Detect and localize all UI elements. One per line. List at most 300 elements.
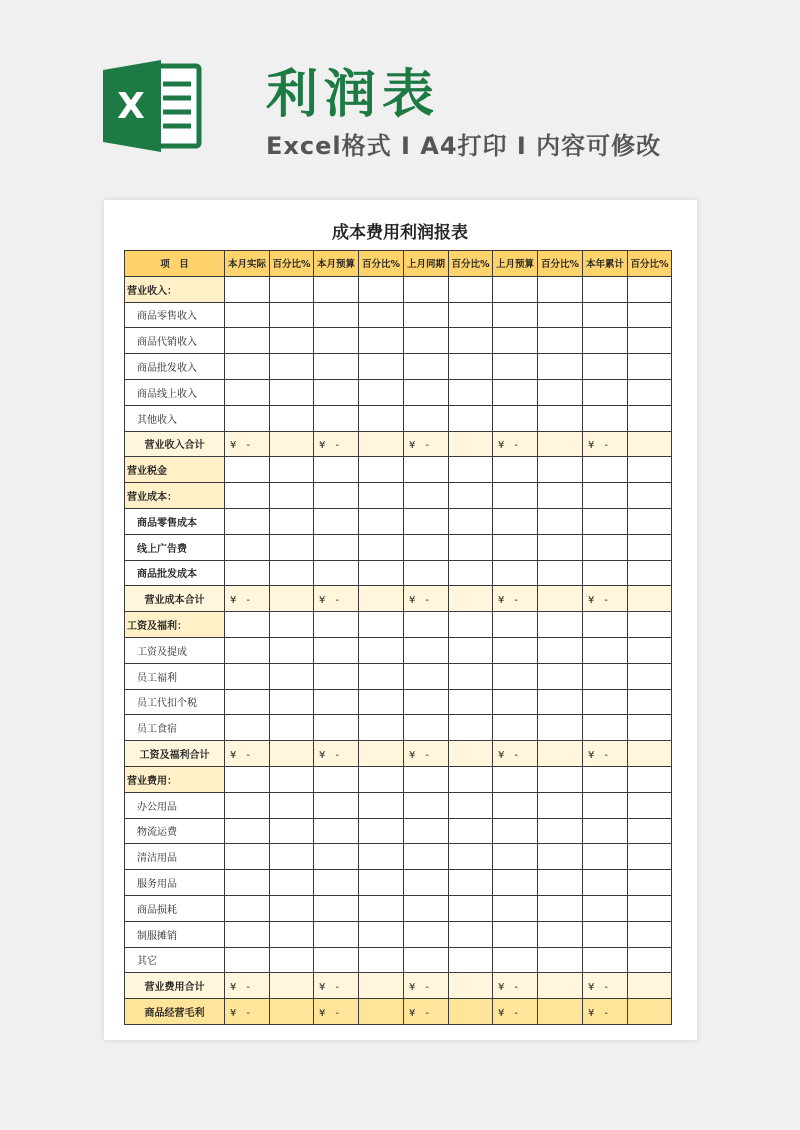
table-cell[interactable] xyxy=(270,354,314,380)
table-cell[interactable] xyxy=(493,792,538,818)
table-cell[interactable] xyxy=(359,663,404,689)
table-cell[interactable] xyxy=(449,483,493,509)
table-cell[interactable] xyxy=(270,844,314,870)
table-cell[interactable] xyxy=(404,663,449,689)
table-cell[interactable] xyxy=(449,405,493,431)
table-cell[interactable] xyxy=(225,560,270,586)
table-cell[interactable] xyxy=(359,999,404,1025)
currency-cell[interactable]: ¥ - xyxy=(404,999,449,1025)
table-cell[interactable] xyxy=(359,328,404,354)
table-cell[interactable] xyxy=(225,689,270,715)
table-cell[interactable] xyxy=(404,844,449,870)
table-cell[interactable] xyxy=(404,870,449,896)
table-cell[interactable] xyxy=(314,508,359,534)
table-cell[interactable] xyxy=(538,379,583,405)
table-cell[interactable] xyxy=(449,792,493,818)
table-cell[interactable] xyxy=(538,302,583,328)
table-cell[interactable] xyxy=(493,302,538,328)
table-row xyxy=(125,973,672,999)
table-cell[interactable] xyxy=(628,844,672,870)
table-cell[interactable] xyxy=(583,766,628,792)
table-cell[interactable] xyxy=(449,637,493,663)
table-cell[interactable] xyxy=(404,560,449,586)
table-cell[interactable] xyxy=(449,534,493,560)
table-cell[interactable] xyxy=(225,457,270,483)
table-cell[interactable] xyxy=(493,328,538,354)
currency-cell[interactable]: ¥ - xyxy=(314,999,359,1025)
table-cell[interactable] xyxy=(628,354,672,380)
table-cell[interactable] xyxy=(538,973,583,999)
column-header: 本年累计 xyxy=(583,251,628,277)
table-cell[interactable] xyxy=(270,637,314,663)
table-cell[interactable] xyxy=(583,405,628,431)
currency-cell[interactable]: ¥ - xyxy=(225,973,270,999)
table-cell[interactable] xyxy=(270,818,314,844)
table-cell[interactable] xyxy=(404,508,449,534)
table-cell[interactable] xyxy=(493,689,538,715)
table-cell[interactable] xyxy=(404,689,449,715)
table-cell[interactable] xyxy=(270,508,314,534)
table-cell[interactable] xyxy=(583,560,628,586)
table-cell[interactable] xyxy=(359,844,404,870)
table-cell[interactable] xyxy=(270,483,314,509)
table-cell[interactable] xyxy=(359,302,404,328)
table-cell[interactable] xyxy=(493,534,538,560)
table-cell[interactable] xyxy=(628,560,672,586)
table-cell[interactable] xyxy=(583,508,628,534)
table-cell[interactable] xyxy=(583,663,628,689)
table-cell[interactable] xyxy=(628,741,672,767)
table-cell[interactable] xyxy=(314,560,359,586)
column-header: 本月实际 xyxy=(225,251,270,277)
table-cell[interactable] xyxy=(225,405,270,431)
table-cell[interactable] xyxy=(493,612,538,638)
table-cell[interactable] xyxy=(314,870,359,896)
table-cell[interactable] xyxy=(270,792,314,818)
table-cell[interactable] xyxy=(493,354,538,380)
table-cell[interactable] xyxy=(359,560,404,586)
table-cell[interactable] xyxy=(314,328,359,354)
table-cell[interactable] xyxy=(449,354,493,380)
table-cell[interactable] xyxy=(628,379,672,405)
table-cell[interactable] xyxy=(270,534,314,560)
table-cell[interactable] xyxy=(538,741,583,767)
table-cell[interactable] xyxy=(538,792,583,818)
table-cell[interactable] xyxy=(270,921,314,947)
table-cell[interactable] xyxy=(449,612,493,638)
table-cell[interactable] xyxy=(583,895,628,921)
table-cell[interactable] xyxy=(359,354,404,380)
table-cell[interactable] xyxy=(270,328,314,354)
table-cell[interactable] xyxy=(404,895,449,921)
table-cell[interactable] xyxy=(628,483,672,509)
table-cell[interactable] xyxy=(359,483,404,509)
table-cell[interactable] xyxy=(270,405,314,431)
table-cell[interactable] xyxy=(628,508,672,534)
table-cell[interactable] xyxy=(314,483,359,509)
currency-cell[interactable]: ¥ - xyxy=(404,973,449,999)
currency-cell[interactable]: ¥ - xyxy=(583,999,628,1025)
table-cell[interactable] xyxy=(225,895,270,921)
table-cell[interactable] xyxy=(359,921,404,947)
table-cell[interactable] xyxy=(628,637,672,663)
table-cell[interactable] xyxy=(449,895,493,921)
table-cell[interactable] xyxy=(225,870,270,896)
table-cell[interactable] xyxy=(628,689,672,715)
currency-cell[interactable]: ¥ - xyxy=(404,586,449,612)
table-cell[interactable] xyxy=(404,457,449,483)
currency-cell[interactable]: ¥ - xyxy=(404,741,449,767)
table-cell[interactable] xyxy=(314,818,359,844)
table-cell[interactable] xyxy=(404,766,449,792)
table-cell[interactable] xyxy=(225,792,270,818)
table-cell[interactable] xyxy=(449,586,493,612)
table-cell[interactable] xyxy=(270,741,314,767)
table-cell[interactable] xyxy=(314,689,359,715)
row-label: 其它 xyxy=(125,947,225,973)
table-cell[interactable] xyxy=(359,637,404,663)
table-cell[interactable] xyxy=(583,276,628,302)
table-cell[interactable] xyxy=(628,895,672,921)
currency-cell[interactable]: ¥ - xyxy=(493,586,538,612)
table-cell[interactable] xyxy=(225,276,270,302)
table-cell[interactable] xyxy=(359,508,404,534)
table-cell[interactable] xyxy=(270,689,314,715)
table-cell[interactable] xyxy=(225,921,270,947)
table-cell[interactable] xyxy=(449,766,493,792)
table-cell[interactable] xyxy=(225,766,270,792)
table-cell[interactable] xyxy=(314,637,359,663)
table-cell[interactable] xyxy=(583,792,628,818)
currency-cell[interactable]: ¥ - xyxy=(314,741,359,767)
table-cell[interactable] xyxy=(583,302,628,328)
table-cell[interactable] xyxy=(270,895,314,921)
table-cell[interactable] xyxy=(493,818,538,844)
table-cell[interactable] xyxy=(314,276,359,302)
table-cell[interactable] xyxy=(628,612,672,638)
table-row xyxy=(125,354,672,380)
table-cell[interactable] xyxy=(449,741,493,767)
table-cell[interactable] xyxy=(493,870,538,896)
table-cell[interactable] xyxy=(493,508,538,534)
table-cell[interactable] xyxy=(493,483,538,509)
currency-cell[interactable]: ¥ - xyxy=(314,431,359,457)
table-cell[interactable] xyxy=(359,818,404,844)
currency-cell[interactable]: ¥ - xyxy=(493,999,538,1025)
table-cell[interactable] xyxy=(628,999,672,1025)
table-cell[interactable] xyxy=(538,431,583,457)
table-cell[interactable] xyxy=(449,663,493,689)
table-cell[interactable] xyxy=(225,715,270,741)
table-cell[interactable] xyxy=(628,276,672,302)
row-label: 营业费用： xyxy=(125,766,225,792)
table-cell[interactable] xyxy=(359,586,404,612)
table-cell[interactable] xyxy=(314,921,359,947)
table-cell[interactable] xyxy=(314,947,359,973)
table-cell[interactable] xyxy=(493,560,538,586)
table-cell[interactable] xyxy=(449,715,493,741)
table-cell[interactable] xyxy=(538,483,583,509)
currency-cell[interactable]: ¥ - xyxy=(583,741,628,767)
table-cell[interactable] xyxy=(493,276,538,302)
table-cell[interactable] xyxy=(449,328,493,354)
table-cell[interactable] xyxy=(404,637,449,663)
table-cell[interactable] xyxy=(583,818,628,844)
table-cell[interactable] xyxy=(583,379,628,405)
table-cell[interactable] xyxy=(538,999,583,1025)
table-cell[interactable] xyxy=(538,560,583,586)
table-cell[interactable] xyxy=(538,637,583,663)
table-cell[interactable] xyxy=(359,870,404,896)
table-cell[interactable] xyxy=(449,921,493,947)
table-cell[interactable] xyxy=(404,792,449,818)
table-cell[interactable] xyxy=(493,844,538,870)
table-cell[interactable] xyxy=(270,715,314,741)
table-cell[interactable] xyxy=(359,715,404,741)
currency-cell[interactable]: ¥ - xyxy=(225,999,270,1025)
table-cell[interactable] xyxy=(493,379,538,405)
table-cell[interactable] xyxy=(314,354,359,380)
table-cell[interactable] xyxy=(270,302,314,328)
table-cell[interactable] xyxy=(270,379,314,405)
table-cell[interactable] xyxy=(314,534,359,560)
row-label: 员工代扣个税 xyxy=(125,689,225,715)
table-cell[interactable] xyxy=(628,534,672,560)
currency-cell[interactable]: ¥ - xyxy=(493,973,538,999)
table-cell[interactable] xyxy=(493,921,538,947)
table-cell[interactable] xyxy=(583,637,628,663)
table-cell[interactable] xyxy=(314,766,359,792)
table-cell[interactable] xyxy=(449,431,493,457)
table-cell[interactable] xyxy=(538,457,583,483)
table-cell[interactable] xyxy=(225,947,270,973)
table-cell[interactable] xyxy=(225,508,270,534)
table-cell[interactable] xyxy=(538,947,583,973)
currency-cell[interactable]: ¥ - xyxy=(493,741,538,767)
table-cell[interactable] xyxy=(359,689,404,715)
table-cell[interactable] xyxy=(270,663,314,689)
table-cell[interactable] xyxy=(270,870,314,896)
currency-cell[interactable]: ¥ - xyxy=(583,586,628,612)
table-cell[interactable] xyxy=(628,818,672,844)
table-cell[interactable] xyxy=(583,612,628,638)
table-cell[interactable] xyxy=(314,302,359,328)
table-cell[interactable] xyxy=(404,947,449,973)
currency-cell[interactable]: ¥ - xyxy=(314,586,359,612)
table-cell[interactable] xyxy=(404,483,449,509)
table-cell[interactable] xyxy=(538,766,583,792)
table-cell[interactable] xyxy=(628,715,672,741)
table-cell[interactable] xyxy=(270,560,314,586)
table-cell[interactable] xyxy=(583,844,628,870)
currency-cell[interactable]: ¥ - xyxy=(314,973,359,999)
table-cell[interactable] xyxy=(225,379,270,405)
table-cell[interactable] xyxy=(449,508,493,534)
table-cell[interactable] xyxy=(538,328,583,354)
table-cell[interactable] xyxy=(538,844,583,870)
currency-cell[interactable]: ¥ - xyxy=(225,741,270,767)
table-cell[interactable] xyxy=(583,947,628,973)
table-cell[interactable] xyxy=(225,612,270,638)
table-cell[interactable] xyxy=(449,302,493,328)
table-cell[interactable] xyxy=(628,586,672,612)
table-cell[interactable] xyxy=(583,715,628,741)
table-cell[interactable] xyxy=(270,973,314,999)
table-cell[interactable] xyxy=(359,457,404,483)
table-cell[interactable] xyxy=(493,663,538,689)
table-cell[interactable] xyxy=(314,844,359,870)
table-cell[interactable] xyxy=(583,870,628,896)
table-cell[interactable] xyxy=(493,947,538,973)
table-cell[interactable] xyxy=(628,457,672,483)
table-row xyxy=(125,302,672,328)
table-cell[interactable] xyxy=(628,792,672,818)
table-cell[interactable] xyxy=(493,637,538,663)
table-cell[interactable] xyxy=(538,921,583,947)
table-cell[interactable] xyxy=(493,766,538,792)
table-cell[interactable] xyxy=(404,354,449,380)
currency-cell[interactable]: ¥ - xyxy=(583,431,628,457)
table-cell[interactable] xyxy=(404,405,449,431)
table-cell[interactable] xyxy=(404,715,449,741)
table-cell[interactable] xyxy=(404,818,449,844)
table-cell[interactable] xyxy=(628,405,672,431)
table-cell[interactable] xyxy=(583,921,628,947)
table-cell[interactable] xyxy=(538,508,583,534)
table-cell[interactable] xyxy=(314,457,359,483)
table-cell[interactable] xyxy=(359,534,404,560)
table-cell[interactable] xyxy=(493,715,538,741)
table-cell[interactable] xyxy=(628,328,672,354)
table-cell[interactable] xyxy=(538,818,583,844)
table-cell[interactable] xyxy=(314,405,359,431)
table-cell[interactable] xyxy=(628,431,672,457)
table-cell[interactable] xyxy=(538,534,583,560)
table-cell[interactable] xyxy=(270,612,314,638)
table-cell[interactable] xyxy=(314,895,359,921)
table-cell[interactable] xyxy=(359,379,404,405)
table-cell[interactable] xyxy=(538,689,583,715)
table-cell[interactable] xyxy=(538,715,583,741)
table-cell[interactable] xyxy=(270,586,314,612)
table-cell[interactable] xyxy=(583,534,628,560)
table-cell[interactable] xyxy=(449,560,493,586)
table-cell[interactable] xyxy=(628,870,672,896)
table-cell[interactable] xyxy=(359,612,404,638)
table-cell[interactable] xyxy=(359,276,404,302)
table-cell[interactable] xyxy=(538,895,583,921)
currency-cell[interactable]: ¥ - xyxy=(583,973,628,999)
table-cell[interactable] xyxy=(449,947,493,973)
table-cell[interactable] xyxy=(225,354,270,380)
table-cell[interactable] xyxy=(404,302,449,328)
table-cell[interactable] xyxy=(225,302,270,328)
table-cell[interactable] xyxy=(583,354,628,380)
table-cell[interactable] xyxy=(493,895,538,921)
table-cell[interactable] xyxy=(449,844,493,870)
table-cell[interactable] xyxy=(314,612,359,638)
table-cell[interactable] xyxy=(628,302,672,328)
table-cell[interactable] xyxy=(404,276,449,302)
table-cell[interactable] xyxy=(493,457,538,483)
table-cell[interactable] xyxy=(538,612,583,638)
table-cell[interactable] xyxy=(583,457,628,483)
table-cell[interactable] xyxy=(359,895,404,921)
table-cell[interactable] xyxy=(359,405,404,431)
table-cell[interactable] xyxy=(449,999,493,1025)
table-cell[interactable] xyxy=(449,818,493,844)
table-cell[interactable] xyxy=(270,766,314,792)
currency-cell[interactable]: ¥ - xyxy=(493,431,538,457)
table-cell[interactable] xyxy=(225,663,270,689)
table-cell[interactable] xyxy=(359,431,404,457)
table-cell[interactable] xyxy=(225,844,270,870)
table-cell[interactable] xyxy=(628,766,672,792)
table-cell[interactable] xyxy=(404,379,449,405)
table-cell[interactable] xyxy=(270,431,314,457)
table-cell[interactable] xyxy=(628,947,672,973)
table-cell[interactable] xyxy=(628,663,672,689)
table-cell[interactable] xyxy=(359,741,404,767)
table-cell[interactable] xyxy=(359,792,404,818)
table-cell[interactable] xyxy=(314,715,359,741)
currency-cell[interactable]: ¥ - xyxy=(404,431,449,457)
table-cell[interactable] xyxy=(270,999,314,1025)
table-cell[interactable] xyxy=(493,405,538,431)
table-cell[interactable] xyxy=(270,457,314,483)
table-cell[interactable] xyxy=(404,921,449,947)
table-cell[interactable] xyxy=(314,663,359,689)
table-cell[interactable] xyxy=(538,586,583,612)
table-cell[interactable] xyxy=(225,483,270,509)
table-cell[interactable] xyxy=(449,870,493,896)
table-cell[interactable] xyxy=(449,457,493,483)
row-label: 清洁用品 xyxy=(125,844,225,870)
table-cell[interactable] xyxy=(270,947,314,973)
table-cell[interactable] xyxy=(628,921,672,947)
row-label: 制服摊销 xyxy=(125,921,225,947)
table-cell[interactable] xyxy=(270,276,314,302)
table-cell[interactable] xyxy=(628,973,672,999)
table-cell[interactable] xyxy=(225,637,270,663)
table-cell[interactable] xyxy=(359,766,404,792)
table-cell[interactable] xyxy=(225,534,270,560)
table-cell[interactable] xyxy=(404,612,449,638)
table-cell[interactable] xyxy=(538,405,583,431)
table-cell[interactable] xyxy=(404,328,449,354)
table-cell[interactable] xyxy=(583,328,628,354)
table-cell[interactable] xyxy=(404,534,449,560)
table-cell[interactable] xyxy=(449,276,493,302)
table-cell[interactable] xyxy=(225,328,270,354)
table-cell[interactable] xyxy=(538,276,583,302)
table-cell[interactable] xyxy=(449,973,493,999)
table-cell[interactable] xyxy=(359,973,404,999)
table-cell[interactable] xyxy=(359,947,404,973)
table-cell[interactable] xyxy=(538,354,583,380)
table-cell[interactable] xyxy=(583,689,628,715)
table-cell[interactable] xyxy=(314,792,359,818)
table-cell[interactable] xyxy=(583,483,628,509)
table-cell[interactable] xyxy=(538,663,583,689)
table-cell[interactable] xyxy=(449,379,493,405)
currency-cell[interactable]: ¥ - xyxy=(225,586,270,612)
table-cell[interactable] xyxy=(449,689,493,715)
table-cell[interactable] xyxy=(225,818,270,844)
table-cell[interactable] xyxy=(314,379,359,405)
currency-cell[interactable]: ¥ - xyxy=(225,431,270,457)
table-cell[interactable] xyxy=(538,870,583,896)
